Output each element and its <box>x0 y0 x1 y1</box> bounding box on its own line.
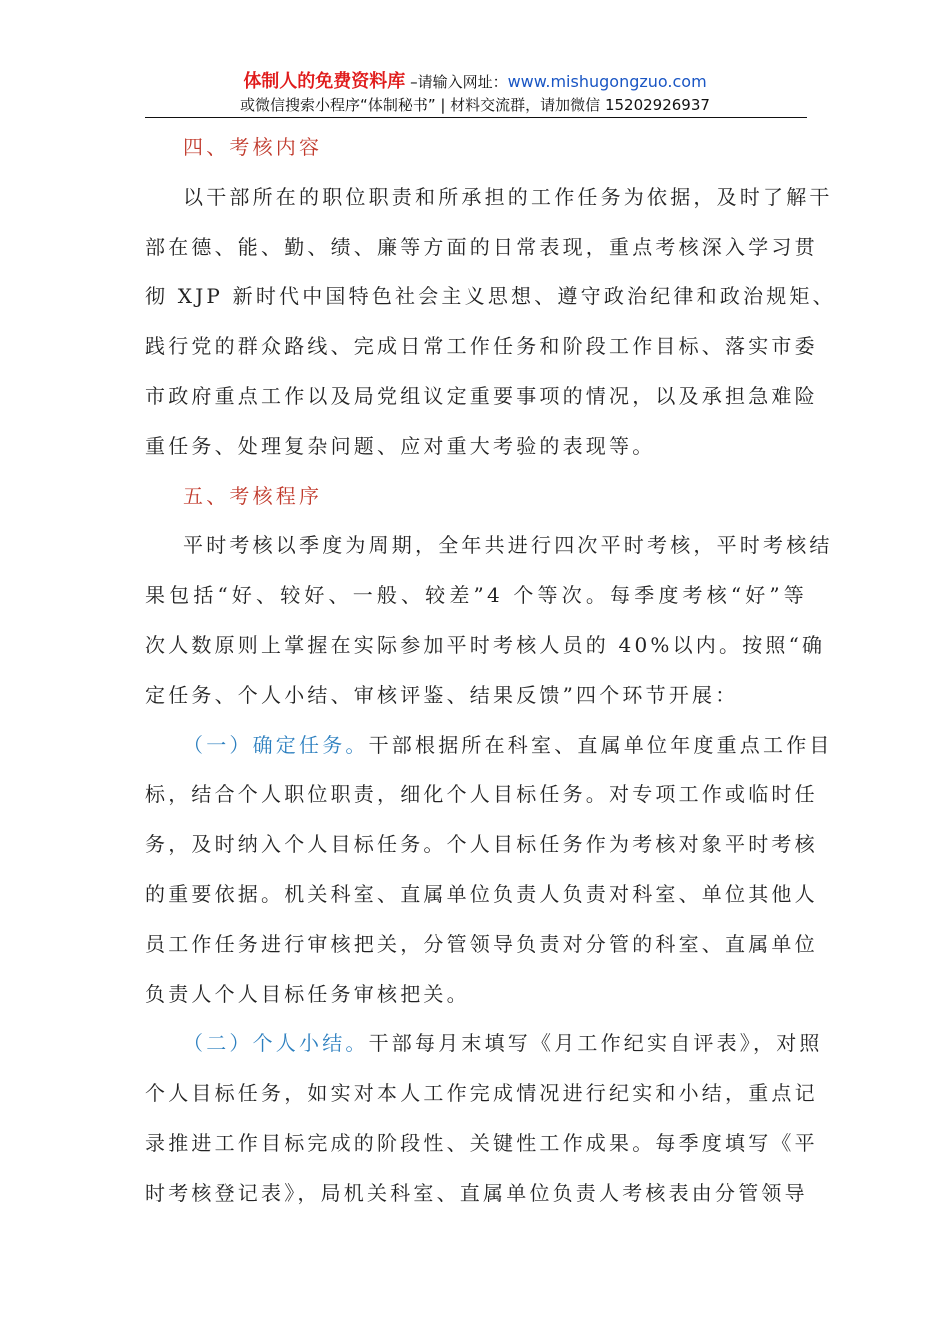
header-line-1 <box>145 70 805 94</box>
section-4-heading: 四、考核内容 <box>183 135 323 159</box>
item-1-line: 务，及时纳入个人目标任务。个人目标任务作为考核对象平时考核 <box>145 832 818 857</box>
item-2-first-line <box>145 1019 823 1069</box>
section-5-line: 果包括“好、较好、一般、较差”4 个等次。每季度考核“好”等 <box>145 583 807 608</box>
item-1-first-line <box>145 721 833 771</box>
header-prompt: –请输入网址： <box>405 73 508 91</box>
header-divider <box>145 117 807 118</box>
header-url-link[interactable]: www.mishugongzuo.com <box>507 72 707 91</box>
section-4-line: 彻 XJP 新时代中国特色社会主义思想、遵守政治纪律和政治规矩、 <box>145 284 836 309</box>
item-1-line: 负责人个人目标任务审核把关。 <box>145 981 470 1006</box>
section-5-line: 次人数原则上掌握在实际参加平时考核人员的 40%以内。按照“确 <box>145 632 826 657</box>
item-1-line: 的重要依据。机关科室、直属单位负责人负责对科室、单位其他人 <box>145 881 818 906</box>
header-line-2: 或微信搜索小程序“体制秘书” | 材料交流群，请加微信 15202926937 <box>240 96 710 114</box>
item-2-line: 录推进工作目标完成的阶段性、关键性工作成果。每季度填写《平 <box>145 1130 818 1155</box>
item-1-line: 标，结合个人职位职责，细化个人目标任务。对专项工作或临时任 <box>145 782 818 807</box>
item-2-first-text: 干部每月末填写《月工作纪实自评表》，对照 <box>368 1031 823 1056</box>
item-2-label: （二）个人小结。 <box>183 1031 369 1056</box>
section-4-line: 部在德、能、勤、绩、廉等方面的日常表现，重点考核深入学习贯 <box>145 234 818 259</box>
item-2-line: 时考核登记表》，局机关科室、直属单位负责人考核表由分管领导 <box>145 1180 808 1205</box>
section-4-line: 践行党的群众路线、完成日常工作任务和阶段工作目标、落实市委 <box>145 334 818 359</box>
item-2-line: 个人目标任务，如实对本人工作完成情况进行纪实和小结，重点记 <box>145 1081 818 1106</box>
item-1-line: 员工作任务进行审核把关，分管领导负责对分管的科室、直属单位 <box>145 931 818 956</box>
section-4-line: 市政府重点工作以及局党组议定重要事项的情况，以及承担急难险 <box>145 383 818 408</box>
header-brand: 体制人的免费资料库 <box>243 71 406 92</box>
section-5-heading: 五、考核程序 <box>183 483 323 508</box>
section-5-line: 定任务、个人小结、审核评鉴、结果反馈”四个环节开展： <box>145 682 739 707</box>
section-4-line: 以干部所在的职位职责和所承担的工作任务为依据，及时了解干 <box>183 184 833 209</box>
section-5-line: 平时考核以季度为周期，全年共进行四次平时考核，平时考核结 <box>183 533 833 558</box>
item-1-label: （一）确定任务。 <box>183 732 369 757</box>
page-header <box>145 70 805 116</box>
document-body <box>145 123 836 1219</box>
item-1-first-text: 干部根据所在科室、直属单位年度重点工作目 <box>368 732 833 757</box>
section-4-line: 重任务、处理复杂问题、应对重大考验的表现等。 <box>145 433 656 458</box>
